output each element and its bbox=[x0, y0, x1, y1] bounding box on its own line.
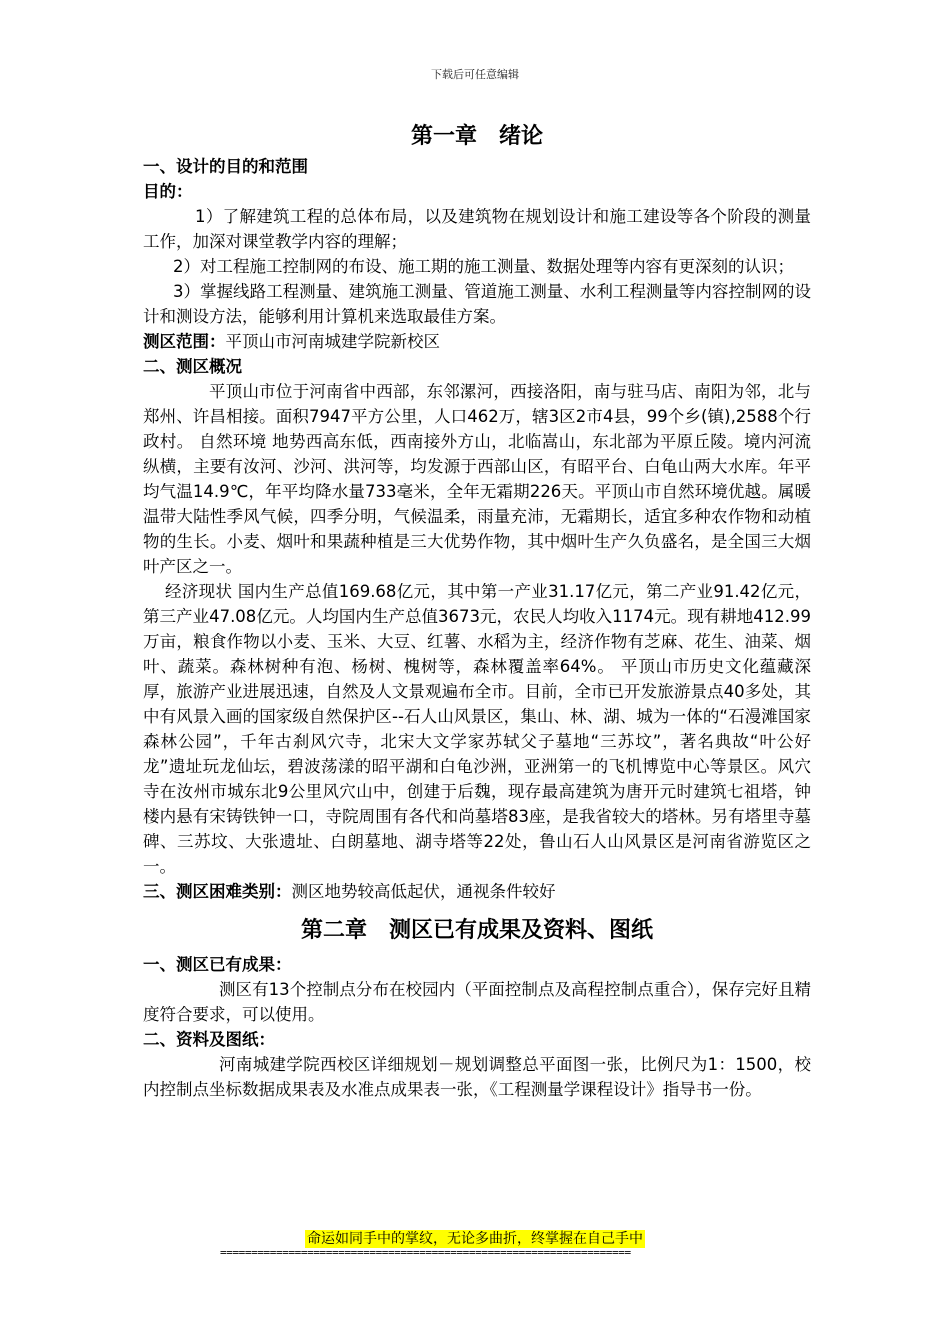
section-heading-overview: 二、测区概况 bbox=[143, 357, 242, 376]
purpose-label: 目的： bbox=[143, 182, 193, 201]
survey-range bbox=[143, 329, 811, 354]
footer bbox=[0, 1228, 950, 1248]
chapter-2-title: 第二章 测区已有成果及资料、图纸 bbox=[300, 918, 653, 943]
existing-results-text: 测区有13个控制点分布在校园内（平面控制点及高程控制点重合），保存完好且精度符合要求，可以使用。 bbox=[143, 980, 811, 1024]
chapter-1-title: 第一章 绪论 bbox=[410, 124, 543, 149]
purpose-item-2: 2）对工程施工控制网的布设、施工期的施工测量、数据处理等内容有更深刻的认识； bbox=[173, 257, 794, 276]
section-heading-purpose-range: 一、设计的目的和范围 bbox=[143, 157, 308, 176]
survey-range-label: 测区范围： bbox=[143, 332, 226, 351]
materials-text: 河南城建学院西校区详细规划－规划调整总平面图一张，比例尺为1：1500，校内控制点坐标数据成果表及水准点成果表一张，《工程测量学课程设计》指导书一份。 bbox=[143, 1055, 811, 1099]
footer-rule: ================================================================== bbox=[220, 1246, 631, 1259]
overview-paragraph-2: 经济现状 国内生产总值169.68亿元，其中第一产业31.17亿元，第二产业91.42亿元，第三产业47.08亿元。人均国内生产总值3673元，农民人均收入1174元。现有耕地412.99万亩，粮食作物以小麦、玉米、大豆、红薯、水稻为主，经济作物有芝麻、花生、油菜、烟叶、蔬菜。森林树种有泡、杨树、槐树等，森林覆盖率64%。 平顶山市历史文化蕴藏深厚，旅游产业进展迅速，自然及人文景观遍布全市。目前，全市已开发旅游景点40多处，其中有风景入画的国家级自然保护区--石人山风景区，集山、林、湖、城为一体的“石漫滩国家森林公园”，千年古刹风穴寺，北宋大文学家苏轼父子墓地“三苏坟”，著名典故“叶公好龙”遗址玩龙仙坛，碧波荡漾的昭平湖和白龟沙洲，亚洲第一的飞机博览中心等景区。风穴寺在汝州市城东北9公里风穴山中，创建于后魏，现存最高建筑为唐开元时建筑七祖塔，钟楼内悬有宋铸铁钟一口，寺院周围有各代和尚墓塔83座，是我省较大的塔林。另有塔里寺墓碑、三苏坟、大张遗址、白朗墓地、湖寺塔等22处，鲁山石人山风景区是河南省游览区之一。 bbox=[143, 582, 811, 876]
document-body bbox=[143, 120, 811, 1102]
difficulty-category bbox=[143, 879, 811, 904]
purpose-item-1: 1）了解建筑工程的总体布局，以及建筑物在规划设计和施工建设等各个阶段的测量工作，加深对课堂教学内容的理解； bbox=[143, 207, 811, 251]
difficulty-label: 三、测区困难类别： bbox=[143, 882, 292, 901]
footer-quote: 命运如同手中的掌纹，无论多曲折，终掌握在自己手中 bbox=[307, 1231, 643, 1247]
overview-paragraph-1: 平顶山市位于河南省中西部，东邻漯河，西接洛阳，南与驻马店、南阳为邻，北与郑州、许昌相接。面积7947平方公里，人口462万，辖3区2市4县，99个乡(镇),2588个行政村。 自然环境 地势西高东低，西南接外方山，北临嵩山，东北部为平原丘陵。境内河流纵横，主要有汝河、沙河、洪河等，均发源于西部山区，有昭平台、白龟山两大水库。年平均气温14.9℃，年平均降水量733毫米，全年无霜期226天。平顶山市自然环境优越。属暖温带大陆性季风气候，四季分明，气候温柔，雨量充沛，无霜期长，适宜多种农作物和动植物的生长。小麦、烟叶和果蔬种植是三大优势作物，其中烟叶生产久负盛名，是全国三大烟叶产区之一。 bbox=[143, 382, 811, 576]
header-note: 下载后可任意编辑 bbox=[431, 68, 519, 81]
difficulty-value: 测区地势较高低起伏，通视条件较好 bbox=[291, 882, 556, 901]
purpose-item-3: 3）掌握线路工程测量、建筑施工测量、管道施工测量、水利工程测量等内容控制网的设计和测设方法，能够利用计算机来选取最佳方案。 bbox=[143, 282, 811, 326]
section-heading-materials: 二、资料及图纸： bbox=[143, 1030, 275, 1049]
survey-range-value: 平顶山市河南城建学院新校区 bbox=[225, 332, 440, 351]
section-heading-existing-results: 一、测区已有成果： bbox=[143, 955, 292, 974]
